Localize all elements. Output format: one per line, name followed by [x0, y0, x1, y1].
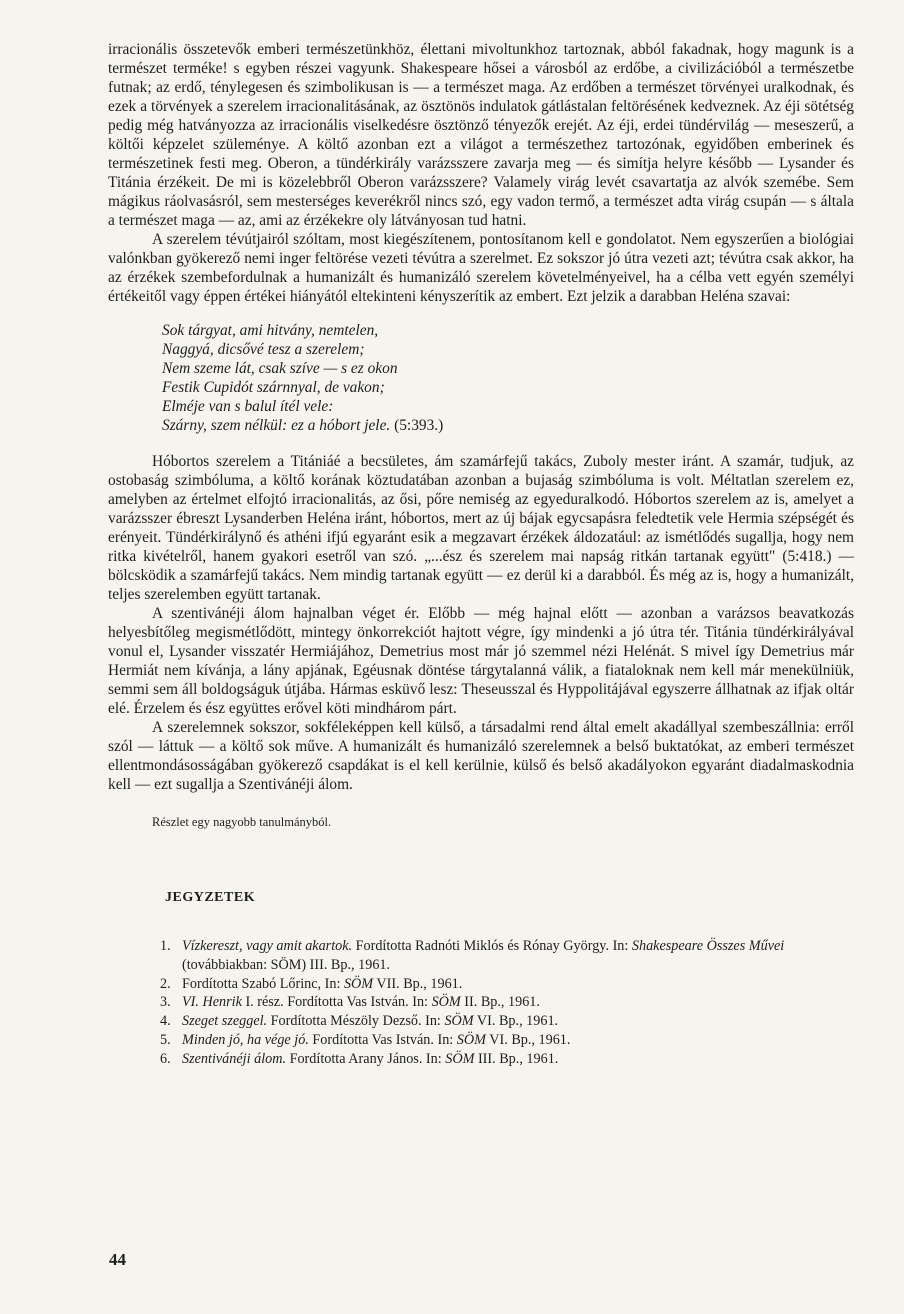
note-text [182, 1031, 854, 1050]
note-text [182, 1050, 854, 1069]
body-paragraph: A szerelemnek sokszor, sokféleképpen kell külső, a társadalmi rend által emelt akadállyal szembeszállnia: erről szól — láttuk — a költő sok műve. A humanizált és humanizáló szerelemnek a belső buktatókat, az emberi természet ellentmondásosságában gyökerező csapdákat is el kell kerülnie, külső és belső akadályokon egyaránt diadalmaskodnia kell — ezt sugallja a Szentivánéji álom. [108, 719, 854, 793]
note-text [182, 1012, 854, 1031]
note-work-title: Vízkereszt, vagy amit akartok. [182, 938, 353, 954]
note-body: Fordította Radnóti Miklós és Rónay György. In: [352, 938, 632, 954]
note-item [160, 1031, 854, 1050]
verse-line: Nem szeme lát, csak szíve — s ez okon [162, 360, 398, 377]
note-body: Fordította Arany János. In: [286, 1050, 446, 1067]
notes-heading: JEGYZETEK [165, 890, 256, 905]
quoted-verse [162, 321, 854, 435]
verse-line: Naggyá, dicsővé tesz a szerelem; [162, 341, 365, 358]
body-paragraph: A szentivánéji álom hajnalban véget ér. Előbb — még hajnal előtt — azonban a varázsos beavatkozás helyesbítőleg megismétlődött, mintegy önkorrekciót hajtott végre, így mindenki a jó útra tér. Titánia tündérkirályával vonul el, Lysander visszatér Hermiájához, Demetrius most már jó szemmel nézi Helénát. S mivel így Demetrius már Hermiát nem kívánja, a lány apjának, Egéusnak döntése tárgytalanná válik, a fiataloknak nem kell már menekülniük, semmi sem áll boldogságuk útjába. Hármas esküvő lesz: Theseusszal és Hyppolitájával egyszerre állhatnak az ifjak oltár elé. Érzelem és ész együttes erővel köti mindhárom párt. [108, 605, 854, 717]
note-item [160, 1050, 854, 1069]
note-work-title: Minden jó, ha vége jó. [182, 1031, 309, 1048]
note-series: SÖM [456, 1031, 486, 1048]
note-number: 3. [160, 994, 171, 1011]
note-number: 6. [160, 1050, 171, 1067]
notes-list [108, 937, 854, 1069]
note-text [182, 975, 854, 994]
source-note: Részlet egy nagyobb tanulmányból. [152, 815, 332, 829]
verse-line: Elméje van s balul ítél vele: [162, 398, 334, 415]
note-item [160, 1012, 854, 1031]
body-paragraph: Hóbortos szerelem a Titániáé a becsületes, ám szamárfejű takács, Zuboly mester iránt. A szamár, tudjuk, az ostobaság szimbóluma, a költő korának köztudatában azonban a bujaság szimbóluma is volt. Méltatlan szerelem ez, amelyben az értelmet elfojtó irracionalitás, az ősi, pőre nemiség az egyeduralkodó. Hóbortos szerelem az is, amelyet a varázsszer ébreszt Lysanderben Heléna iránt, hóbortos, mert az új bájak egycsapásra feledtetik vele Hermia szépségét és erényeit. Tündérkirálynő és athéni ifjú egyaránt esik a megzavart érzékek áldozatául: az ismétlődés sugallja, hogy nem ritka kivételről, hanem gyakori esetről van szó. „...ész és szerelem mai napság ritkán tartanak együtt" (5:418.) — bölcsködik a szamárfejű takács. Nem mindig tartanak együtt — ez derül ki a darabból. És még az is, hogy a humanizált, teljes szerelemben együtt tartanak. [108, 453, 854, 603]
note-text [182, 993, 854, 1012]
note-rest: VII. Bp., 1961. [373, 975, 463, 992]
page-number: 44 [109, 1250, 126, 1269]
note-rest: VI. Bp., 1961. [485, 1031, 571, 1048]
note-number: 4. [160, 1013, 171, 1030]
body-paragraph: irracionális összetevők emberi természetünkhöz, élettani mivoltunkhoz tartoznak, abból fakadnak, hogy magunk is a természet terméke! s egyben részei vagyunk. Shakespeare hősei a városból az erdőbe, a civilizációból a természetbe futnak; az erdő, ténylegesen és szimbolikusan is — a természet maga. Az erdőben a természet törvényei uralkodnak, és ezek a törvények a szerelem irracionalitásának, az ösztönös indulatok gátlástalan feltörésének kedveznek. Az éji sötétség pedig még hatványozza az irracionális viselkedésre ösztönző tényezők erejét. Az éji, erdei tündérvilág — meseszerű, a költői képzelet szüleménye. A költő azonban ezt a világot a természethez tartozónak, egyidőben emberinek és természetinek festi meg. Oberon, a tündérkirály varázsszere zavarja meg — és simítja helyre később — Lysander és Titánia érzékeit. De mi is közelebbről Oberon varázsszere? Valamely virág levét csavartatja az alvók szemébe. Sem mágikus ráolvasásról, sem mesterséges keverékről nincs szó, egy vadon termő, a természet adta virág csupán — s általa a természet maga — az, ami az érzékekre oly látványosan tud hatni. [108, 41, 854, 229]
note-rest: II. Bp., 1961. [460, 994, 540, 1011]
note-number: 2. [160, 975, 171, 992]
note-series: SÖM [445, 1050, 475, 1067]
verse-line: Festik Cupidót szárnnyal, de vakon; [162, 379, 385, 396]
note-item [160, 937, 854, 975]
note-work-title: Szeget szeggel. [182, 1013, 268, 1030]
body-paragraph: A szerelem tévútjairól szóltam, most kiegészítenem, pontosítanom kell e gondolatot. Nem egyszerűen a biológiai valónkban gyökerező nemi inger feltörése vezeti tévútra a szerelmet. Ez sokszor jó útra vezeti azt; tévútra csak akkor, ha az érzékek szembefordulnak a humanizált és humanizáló szerelem követelményeivel, ha a célba vett egyén személyi értékeitől vagy éppen értékei hiányától eltekinteni kényszerítik az embert. Ezt jelzik a darabban Heléna szavai: [108, 231, 854, 305]
note-number: 1. [160, 938, 171, 954]
note-work-title: Szentivánéji álom. [182, 1050, 287, 1067]
note-series: SÖM [431, 994, 461, 1011]
note-rest: VI. Bp., 1961. [473, 1013, 559, 1030]
note-work-title: VI. Henrik [182, 994, 242, 1011]
note-body: I. rész. Fordította Vas István. In: [241, 994, 432, 1011]
note-rest: III. Bp., 1961. [474, 1050, 559, 1067]
note-text [182, 937, 854, 975]
note-body: Fordította Mészöly Dezső. In: [267, 1013, 445, 1030]
note-series: SÖM [444, 1013, 474, 1030]
note-number: 5. [160, 1031, 171, 1048]
note-series: Shakespeare Összes Művei [631, 938, 785, 954]
note-body: Fordította Vas István. In: [308, 1031, 457, 1048]
verse-line-text: Szárny, szem nélkül: ez a hóbort jele. [162, 417, 391, 434]
note-series: SÖM [343, 975, 374, 992]
note-item [160, 975, 854, 994]
note-body: Fordította Szabó Lőrinc, In: [182, 975, 344, 992]
verse-reference: (5:393.) [390, 417, 444, 434]
note-rest: (továbbiakban: SÖM) III. Bp., 1961. [182, 956, 391, 973]
verse-line: Sok tárgyat, ami hitvány, nemtelen, [162, 322, 379, 339]
verse-line-last [162, 416, 854, 435]
note-item [160, 993, 854, 1012]
